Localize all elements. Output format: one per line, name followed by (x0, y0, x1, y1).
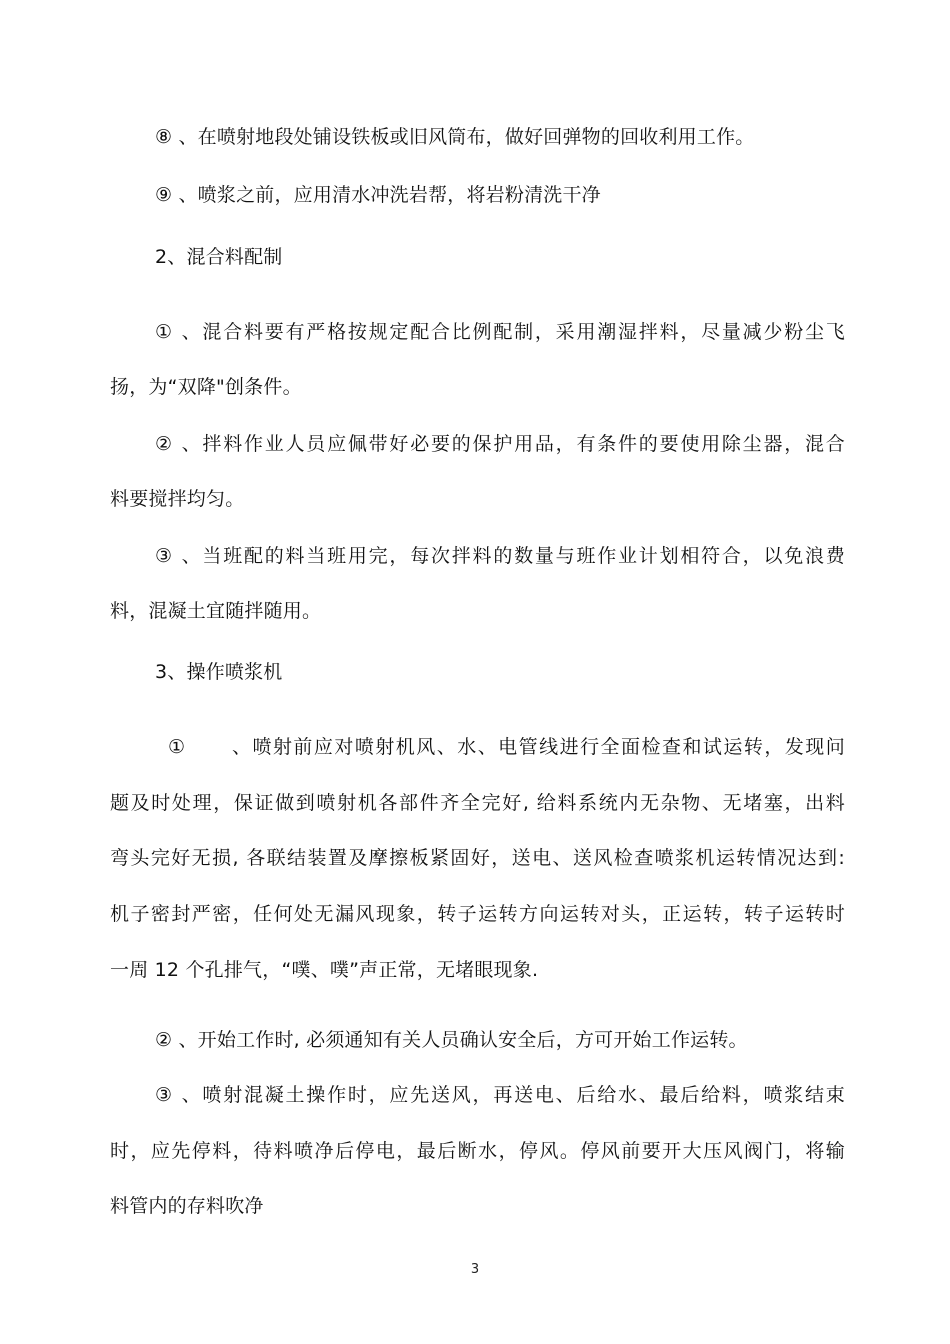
section2-item3-line2: 料，混凝土宜随拌随用。 (110, 600, 322, 622)
section3-item3-line2: 时，应先停料，待料喷净后停电，最后断水，停风。停风前要开大压风阀门，将输 (110, 1140, 845, 1162)
section-heading-2: 2、混合料配制 (155, 246, 283, 268)
section3-item1-line3: 弯头完好无损, 各联结装置及摩擦板紧固好，送电、送风检查喷浆机运转情况达到: (110, 847, 845, 869)
section2-item1-line2: 扬，为“双降"创条件。 (110, 376, 302, 398)
section2-item3-line1: ③ 、当班配的料当班用完，每次拌料的数量与班作业计划相符合，以免浪费 (155, 545, 845, 567)
section3-item2-line1: ② 、开始工作时, 必须通知有关人员确认安全后，方可开始工作运转。 (155, 1029, 748, 1051)
section3-item1-line4: 机子密封严密，任何处无漏风现象，转子运转方向运转对头，正运转，转子运转时 (110, 903, 845, 925)
paragraph-item-8: ⑧ 、在喷射地段处铺设铁板或旧风筒布，做好回弹物的回收利用工作。 (155, 126, 755, 148)
section2-item1-line1: ① 、混合料要有严格按规定配合比例配制，采用潮湿拌料，尽量减少粉尘飞 (155, 321, 845, 343)
section2-item2-line1: ② 、拌料作业人员应佩带好必要的保护用品，有条件的要使用除尘器，混合 (155, 433, 845, 455)
section3-item1-line1: 、喷射前应对喷射机风、水、电管线进行全面检查和试运转，发现问 (232, 736, 845, 758)
section3-item1-line2: 题及时处理，保证做到喷射机各部件齐全完好, 给料系统内无杂物、无堵塞，出料 (110, 792, 845, 814)
paragraph-item-9: ⑨ 、喷浆之前，应用清水冲洗岩帮，将岩粉清洗干净 (155, 184, 601, 206)
section2-item2-line2: 料要搅拌均匀。 (110, 488, 245, 510)
section3-item1-marker: ① (168, 736, 186, 758)
section-heading-3: 3、操作喷浆机 (155, 661, 283, 683)
section3-item3-line3: 料管内的存料吹净 (110, 1195, 264, 1217)
page-number: 3 (470, 1262, 480, 1277)
section3-item1-line5: 一周 12 个孔排气，“噗、噗”声正常，无堵眼现象. (110, 959, 539, 981)
section3-item3-line1: ③ 、喷射混凝土操作时，应先送风，再送电、后给水、最后给料，喷浆结束 (155, 1084, 845, 1106)
